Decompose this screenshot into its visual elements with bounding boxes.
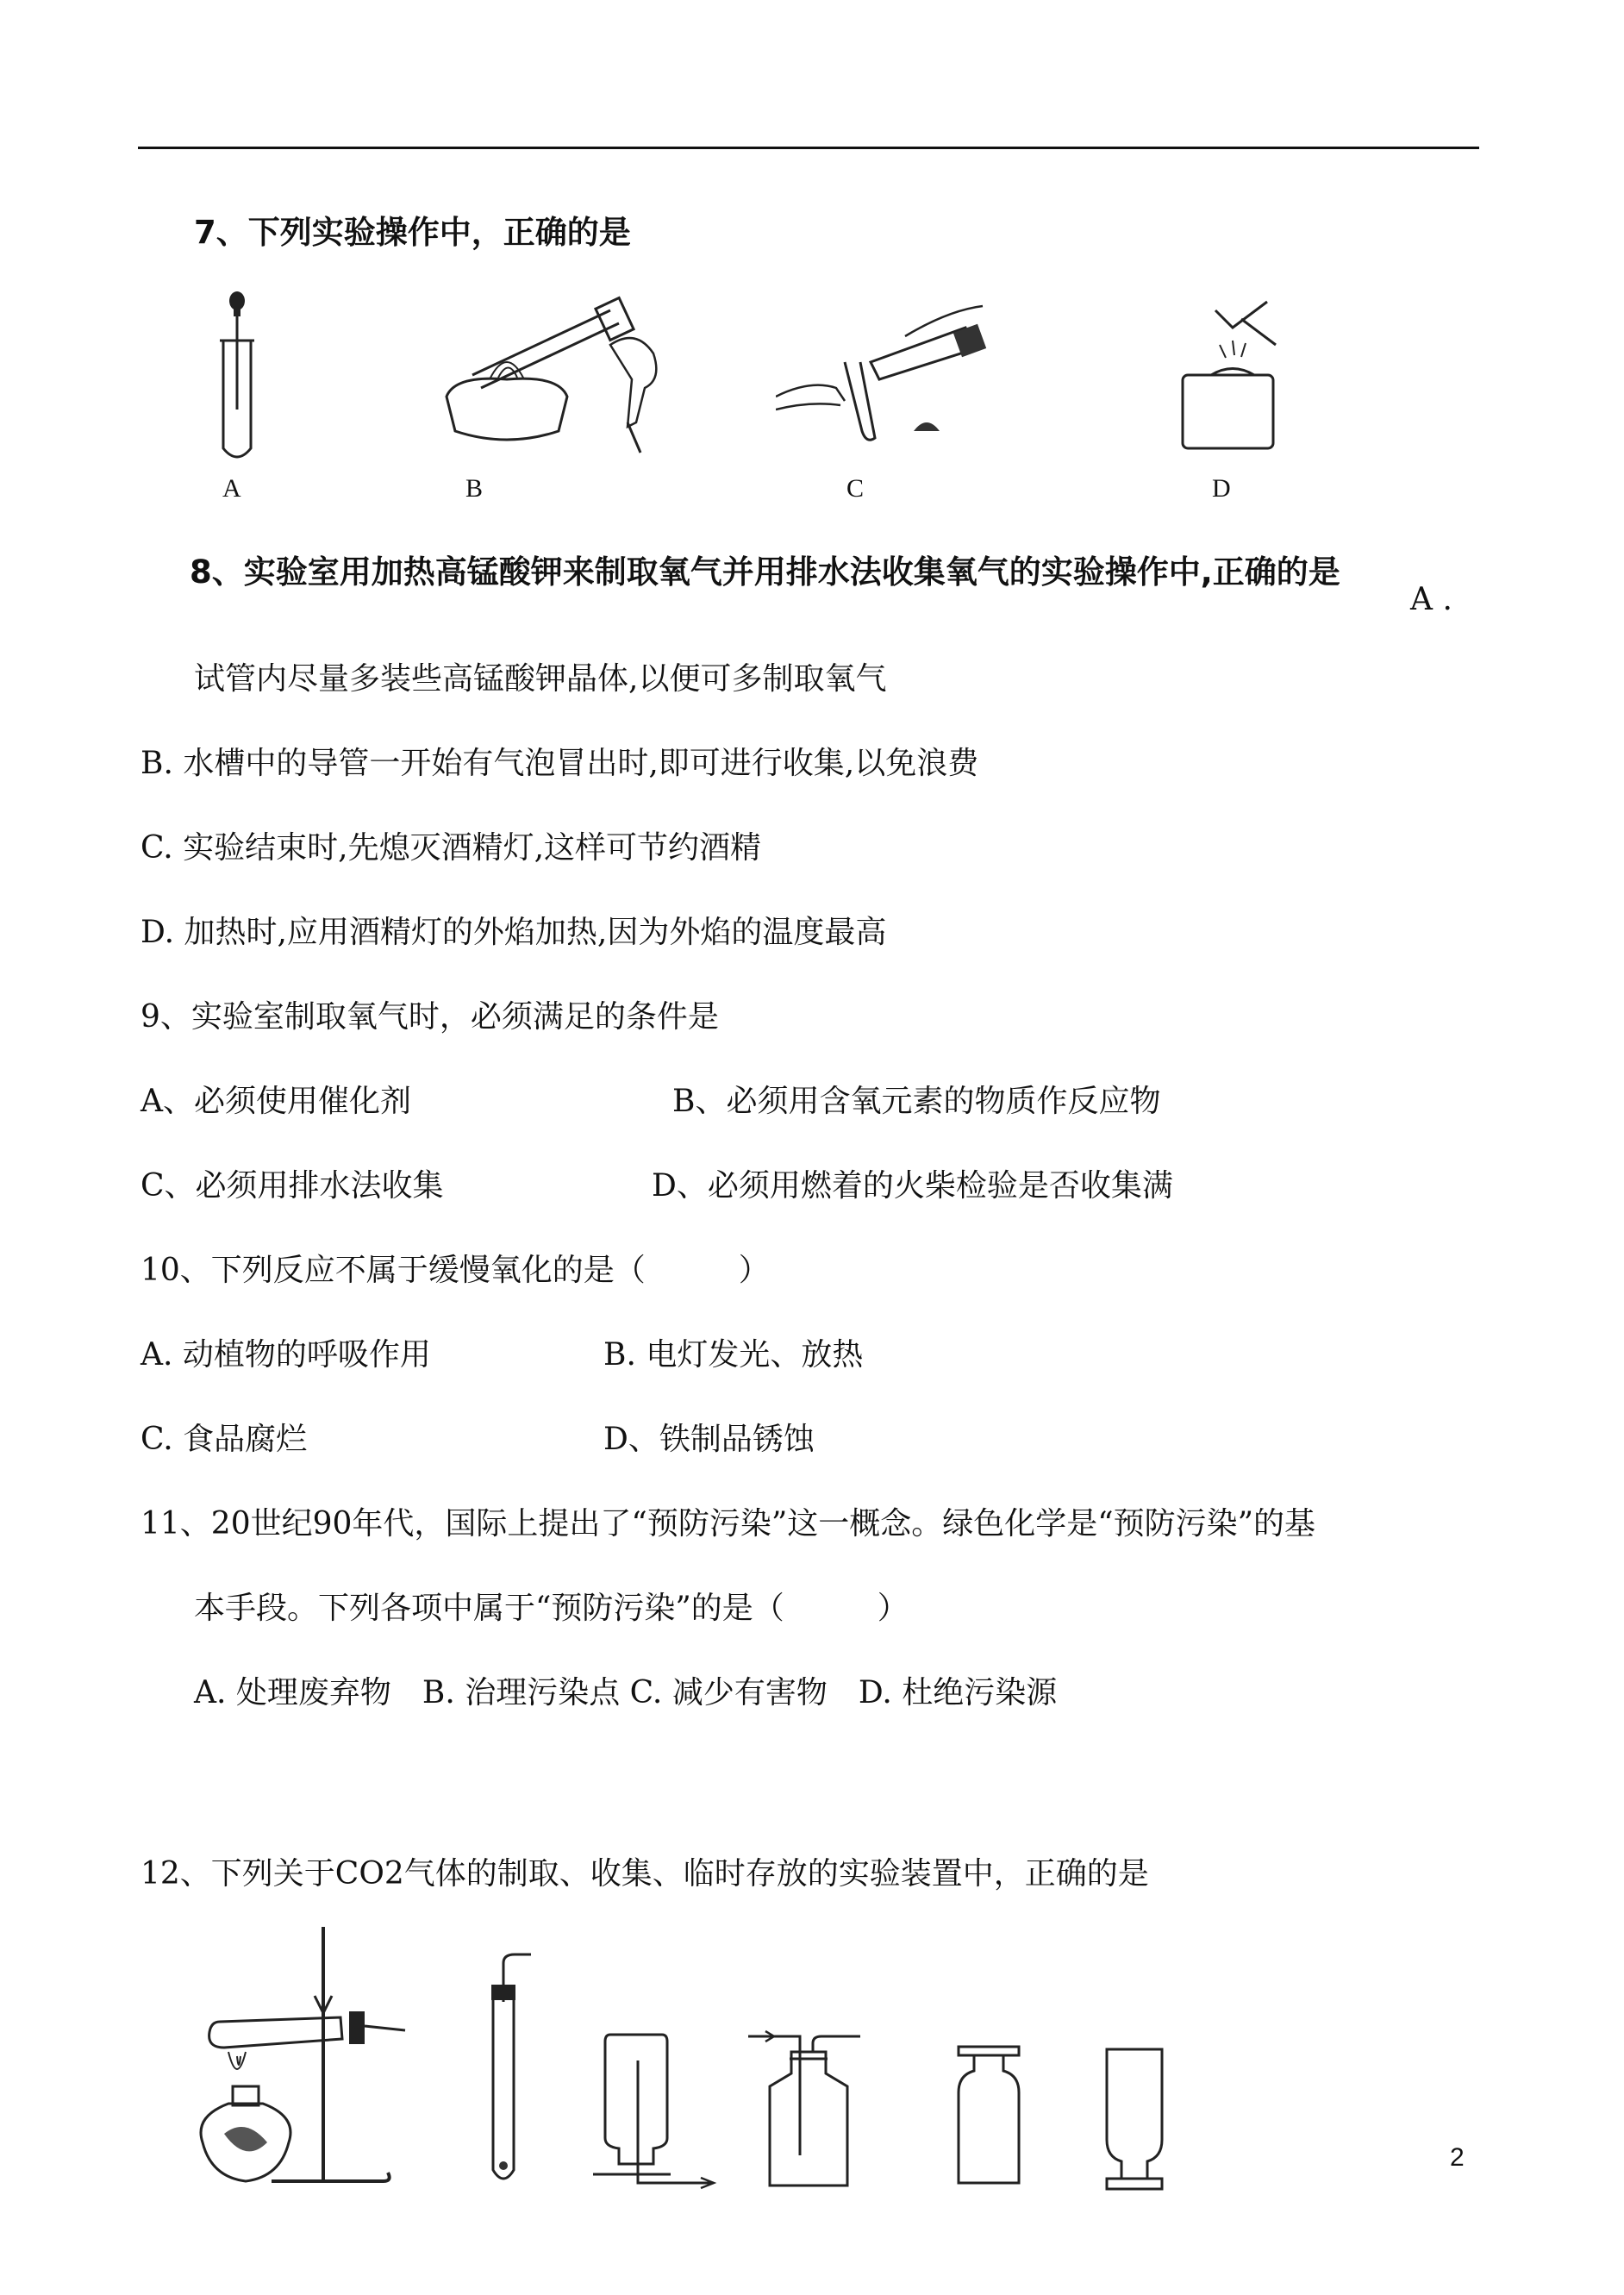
q8-stem: 8、实验室用加热高锰酸钾来制取氧气并用排水法收集氧气的实验操作中,正确的是 (190, 553, 1340, 591)
q9-option-d: D、必须用燃着的火柴检验是否收集满 (652, 1168, 1173, 1204)
header-rule (138, 147, 1479, 149)
q11-options: A. 处理废弃物 B. 治理污染点 C. 减少有害物 D. 杜绝污染源 (194, 1675, 1058, 1710)
q12-figure-gas-bottle (748, 2026, 869, 2198)
q12-figure-upright-bottle (950, 2045, 1027, 2192)
q7-stem: 7、下列实验操作中，正确的是 (194, 214, 631, 251)
q9-stem: 9、实验室制取氧气时，必须满足的条件是 (141, 999, 719, 1035)
q10-option-d: D、铁制品锈蚀 (603, 1422, 815, 1457)
q12-figure-inverted-bottle (593, 2026, 722, 2190)
q7-label-d: D (1212, 474, 1231, 503)
q10-option-a: A. 动植物的呼吸作用 (141, 1337, 431, 1373)
q8-option-b: B. 水槽中的导管一开始有气泡冒出时,即可进行收集,以免浪费 (141, 746, 979, 781)
q7-label-b: B (465, 474, 484, 503)
q8-option-d: D. 加热时,应用酒精灯的外焰加热,因为外焰的温度最高 (141, 915, 887, 950)
q10-stem: 10、下列反应不属于缓慢氧化的是（ ） (141, 1253, 770, 1288)
q7-label-c: C (846, 474, 865, 503)
page-number: 2 (1450, 2143, 1465, 2172)
q8-option-a-marker: A . (1410, 582, 1452, 617)
q12-figure-heating-apparatus (185, 1918, 409, 2194)
q9-option-a: A、必须使用催化剂 (141, 1084, 411, 1119)
q10-option-b: B. 电灯发光、放热 (603, 1337, 864, 1373)
q12-stem: 12、下列关于CO2气体的制取、收集、临时存放的实验装置中，正确的是 (141, 1856, 1149, 1892)
q8-option-a-text: 试管内尽量多装些高锰酸钾晶体,以便可多制取氧气 (194, 661, 887, 697)
q10-option-c: C. 食品腐烂 (141, 1422, 308, 1457)
q7-label-a: A (222, 474, 241, 503)
q7-figure-c-pouring-liquid (776, 302, 1009, 457)
q9-option-b: B、必须用含氧元素的物质作反应物 (672, 1084, 1161, 1119)
q7-figure-b-heating-tube (438, 293, 679, 457)
q11-stem-line2: 本手段。下列各项中属于“预防污染”的是（ ） (194, 1591, 909, 1626)
q7-figure-a-dropper-in-tube (211, 289, 263, 461)
q12-figure-inverted-bottle-with-lid (1100, 2045, 1169, 2196)
q9-option-c: C、必须用排水法收集 (141, 1168, 444, 1204)
q12-figure-collection-tube (476, 1950, 536, 2187)
q8-option-c: C. 实验结束时,先熄灭酒精灯,这样可节约酒精 (141, 830, 762, 866)
q7-figure-d-lamp-with-match (1172, 293, 1293, 457)
q11-stem-line1: 11、20世纪90年代，国际上提出了“预防污染”这一概念。绿色化学是“预防污染”的基 (141, 1506, 1316, 1541)
